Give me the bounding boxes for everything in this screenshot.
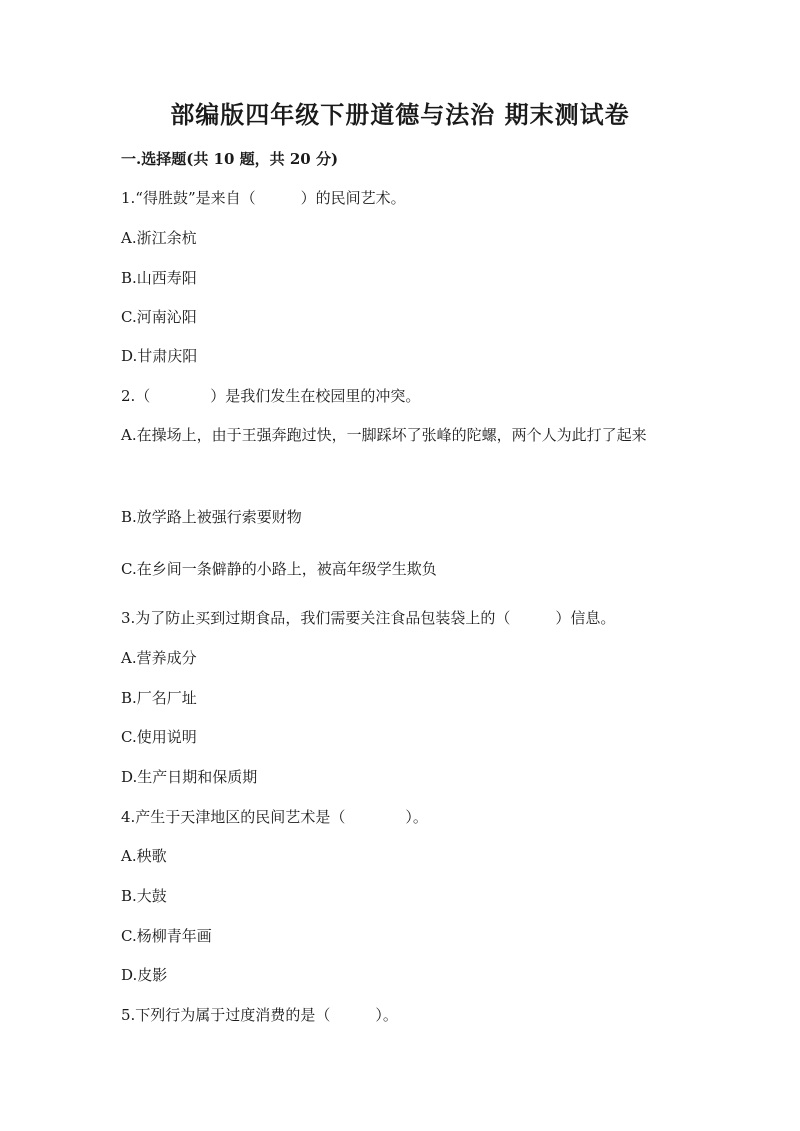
question-4-option-b: B.大鼓 (121, 887, 167, 905)
question-1-option-d: D.甘肃庆阳 (121, 347, 198, 365)
question-3-option-d: D.生产日期和保质期 (121, 768, 258, 786)
question-2-stem: 2.（ ）是我们发生在校园里的冲突。 (121, 387, 421, 405)
question-4-option-c: C.杨柳青年画 (121, 927, 212, 945)
question-4-stem: 4.产生于天津地区的民间艺术是（ ）。 (121, 808, 428, 826)
question-4-option-d: D.皮影 (121, 966, 168, 984)
question-4-option-a: A.秧歌 (121, 847, 167, 865)
question-5-stem: 5.下列行为属于过度消费的是（ ）。 (121, 1006, 398, 1024)
question-1-stem: 1.“得胜鼓”是来自（ ）的民间艺术。 (121, 189, 406, 207)
question-2-option-c: C.在乡间一条僻静的小路上，被高年级学生欺负 (121, 560, 437, 578)
question-1-option-c: C.河南沁阳 (121, 308, 197, 326)
question-2-option-b: B.放学路上被强行索要财物 (121, 508, 302, 526)
question-3-option-b: B.厂名厂址 (121, 689, 197, 707)
question-3-option-c: C.使用说明 (121, 728, 197, 746)
question-3-stem: 3.为了防止买到过期食品，我们需要关注食品包装袋上的（ ）信息。 (121, 609, 616, 627)
question-2-option-a: A.在操场上，由于王强奔跑过快，一脚踩坏了张峰的陀螺，两个人为此打了起来 (121, 426, 647, 444)
section-heading: 一.选择题(共 10 题，共 20 分) (121, 150, 339, 168)
question-3-option-a: A.营养成分 (121, 649, 197, 667)
page-title: 部编版四年级下册道德与法治 期末测试卷 (170, 100, 630, 129)
question-1-option-b: B.山西寿阳 (121, 269, 197, 287)
question-1-option-a: A.浙江余杭 (121, 229, 197, 247)
